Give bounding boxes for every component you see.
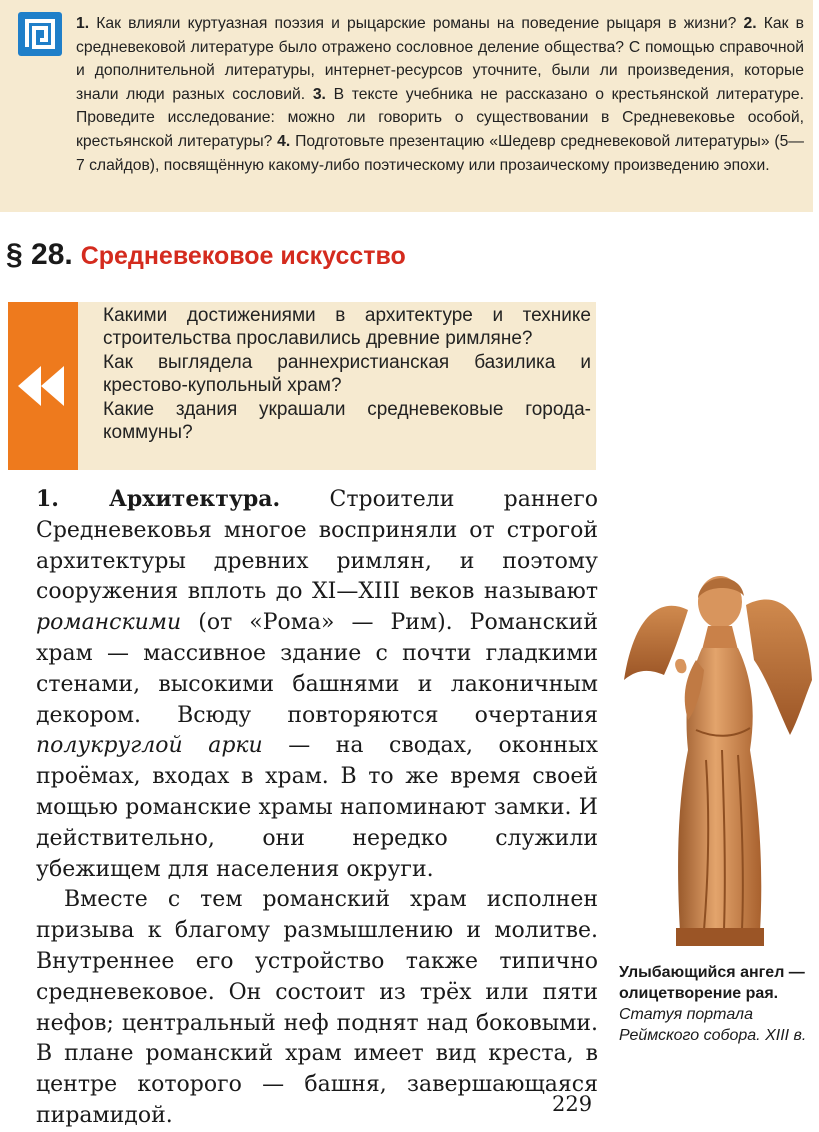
rewind-arrows-icon bbox=[8, 302, 78, 470]
main-text bbox=[36, 484, 598, 1132]
review-question: Как выглядела раннехристианская базилика и крестово-купольный храм? bbox=[103, 351, 591, 397]
review-question: Какими достижениями в архитектуре и технике строительства прославились древние римляне? bbox=[103, 305, 591, 350]
review-question: Какие здания украшали средневековые города-коммуны? bbox=[103, 398, 591, 444]
review-tab bbox=[8, 302, 78, 470]
section-title bbox=[6, 238, 406, 288]
review-questions bbox=[103, 304, 591, 444]
assignment-questions: 1. Как влияли куртуазная поэзия и рыцарские романы на поведение рыцаря в жизни? 2. Как в средневековой литературе было отражено сословное деление общества? С помощью справочной и дополнительной литературы, интернет-ресурсов уточните, были ли произведения, которые знали люди разных сословий. 3. В тексте учебника не рассказано о крестьянской литературе. Проведите исследование: можно ли говорить о существовании в Средневековье особой, крестьянской литературы? 4. Подготовьте презентацию «Шедевр средневековой литературы» (5—7 слайдов), посвящённую какому-либо поэтическому или прозаическому произведению эпохи. bbox=[76, 15, 804, 174]
section-number: § 28. bbox=[6, 238, 73, 271]
paragraph: Вместе с тем романский храм исполнен призыва к благому размышлению и молитве. Внутреннее его устройство также типично средневековое. Он состоит из трёх или пяти нефов; центральный неф поднят над боковыми. В плане романский храм имеет вид креста, в центре которого — башня, завершающаяся пирамидой. bbox=[36, 887, 598, 1128]
spiral-square-icon bbox=[18, 12, 62, 56]
paragraph: 1. Архитектура. Строители раннего Средневековья многое восприняли от строгой архитектуры древних римлян, и поэтому сооружения вплоть до XI—XIII веков называют романскими (от «Рома» — Рим). Романский храм — массивное здание с почти гладкими стенами, высокими башнями и лаконичным декором. Всюду повторяются очертания полукруглой арки — на сводах, оконных проёмах, входах в храм. В то же время своей мощью романские храмы напоминают замки. И действительно, они нередко служили убежищем для населения округи. bbox=[36, 486, 598, 882]
section-name: Средневековое искусство bbox=[80, 242, 406, 270]
page-number: 229 bbox=[552, 1092, 593, 1116]
subsection-heading: 1. Архитектура. bbox=[36, 486, 281, 512]
figure-caption: Улыбающийся ангел — олицетворение рая. Статуя портала Реймского собора. XIII в. bbox=[619, 964, 807, 1044]
angel-statue-image bbox=[618, 560, 816, 950]
